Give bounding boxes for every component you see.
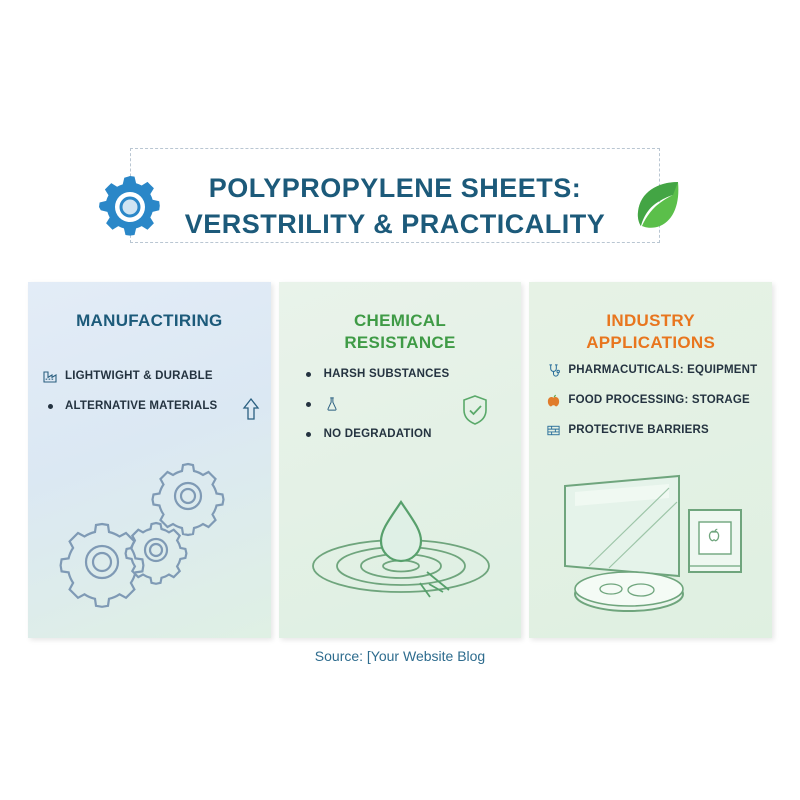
- page-title-line1: POLYPROPYLENE SHEETS:: [208, 173, 582, 203]
- sheets-packaging-illustration: [529, 454, 772, 634]
- bullet-list-industry-applications: [545, 362, 763, 452]
- header: [0, 140, 800, 260]
- card-chemical-resistance[interactable]: [279, 282, 522, 638]
- card-title-line1: INDUSTRY: [606, 311, 696, 330]
- card-title-line2: APPLICATIONS: [586, 333, 716, 353]
- source-caption: Source: [Your Website Blog: [314, 648, 486, 664]
- page-title-line2: VERSTRILITY & PRACTICALITY: [184, 209, 606, 240]
- bullet-dot-icon: [301, 396, 317, 412]
- card-title-line1: MANUFACTIRING: [76, 311, 223, 330]
- list-item-label: PROTECTIVE BARRIERS: [568, 424, 709, 436]
- list-item-label: NO DEGRADATION: [323, 428, 432, 440]
- list-item: [545, 422, 763, 438]
- card-manufacturing[interactable]: [28, 282, 271, 638]
- up-arrow-icon: [240, 396, 262, 427]
- medical-icon: [545, 362, 561, 378]
- card-title-line2: RESISTANCE: [344, 333, 456, 353]
- card-title-line1: CHEMICAL: [353, 311, 447, 330]
- card-title-chemical-resistance: [279, 310, 522, 354]
- list-item-label: HARSH SUBSTANCES: [323, 368, 450, 380]
- flask-icon: [324, 396, 340, 412]
- water-droplet-illustration: [279, 454, 522, 634]
- list-item: [545, 362, 763, 378]
- shield-icon: [461, 394, 489, 431]
- list-item-label: FOOD PROCESSING: STORAGE: [568, 394, 750, 406]
- list-item: [301, 366, 519, 382]
- bullet-list-manufacturing: [42, 368, 260, 428]
- list-item: [42, 398, 260, 414]
- list-item-label: LIGHTWIGHT & DURABLE: [65, 370, 213, 382]
- list-item-label: ALTERNATIVE MATERIALS: [65, 400, 218, 412]
- columns-container: [28, 282, 772, 638]
- apple-icon: [545, 392, 561, 408]
- page-title: [130, 170, 660, 243]
- list-item: [545, 392, 763, 408]
- gears-illustration: [28, 454, 271, 634]
- list-item: [42, 368, 260, 384]
- bullet-dot-icon: [301, 366, 317, 382]
- card-title-industry-applications: [529, 310, 772, 354]
- leaf-icon: [628, 176, 686, 234]
- card-title-manufacturing: [28, 310, 271, 332]
- brick-icon: [545, 422, 561, 438]
- bullet-dot-icon: [301, 426, 317, 442]
- factory-icon: [42, 368, 58, 384]
- card-industry-applications[interactable]: [529, 282, 772, 638]
- bullet-dot-icon: [42, 398, 58, 414]
- list-item-label: PHARMACUTICALS: EQUIPMENT: [568, 364, 758, 376]
